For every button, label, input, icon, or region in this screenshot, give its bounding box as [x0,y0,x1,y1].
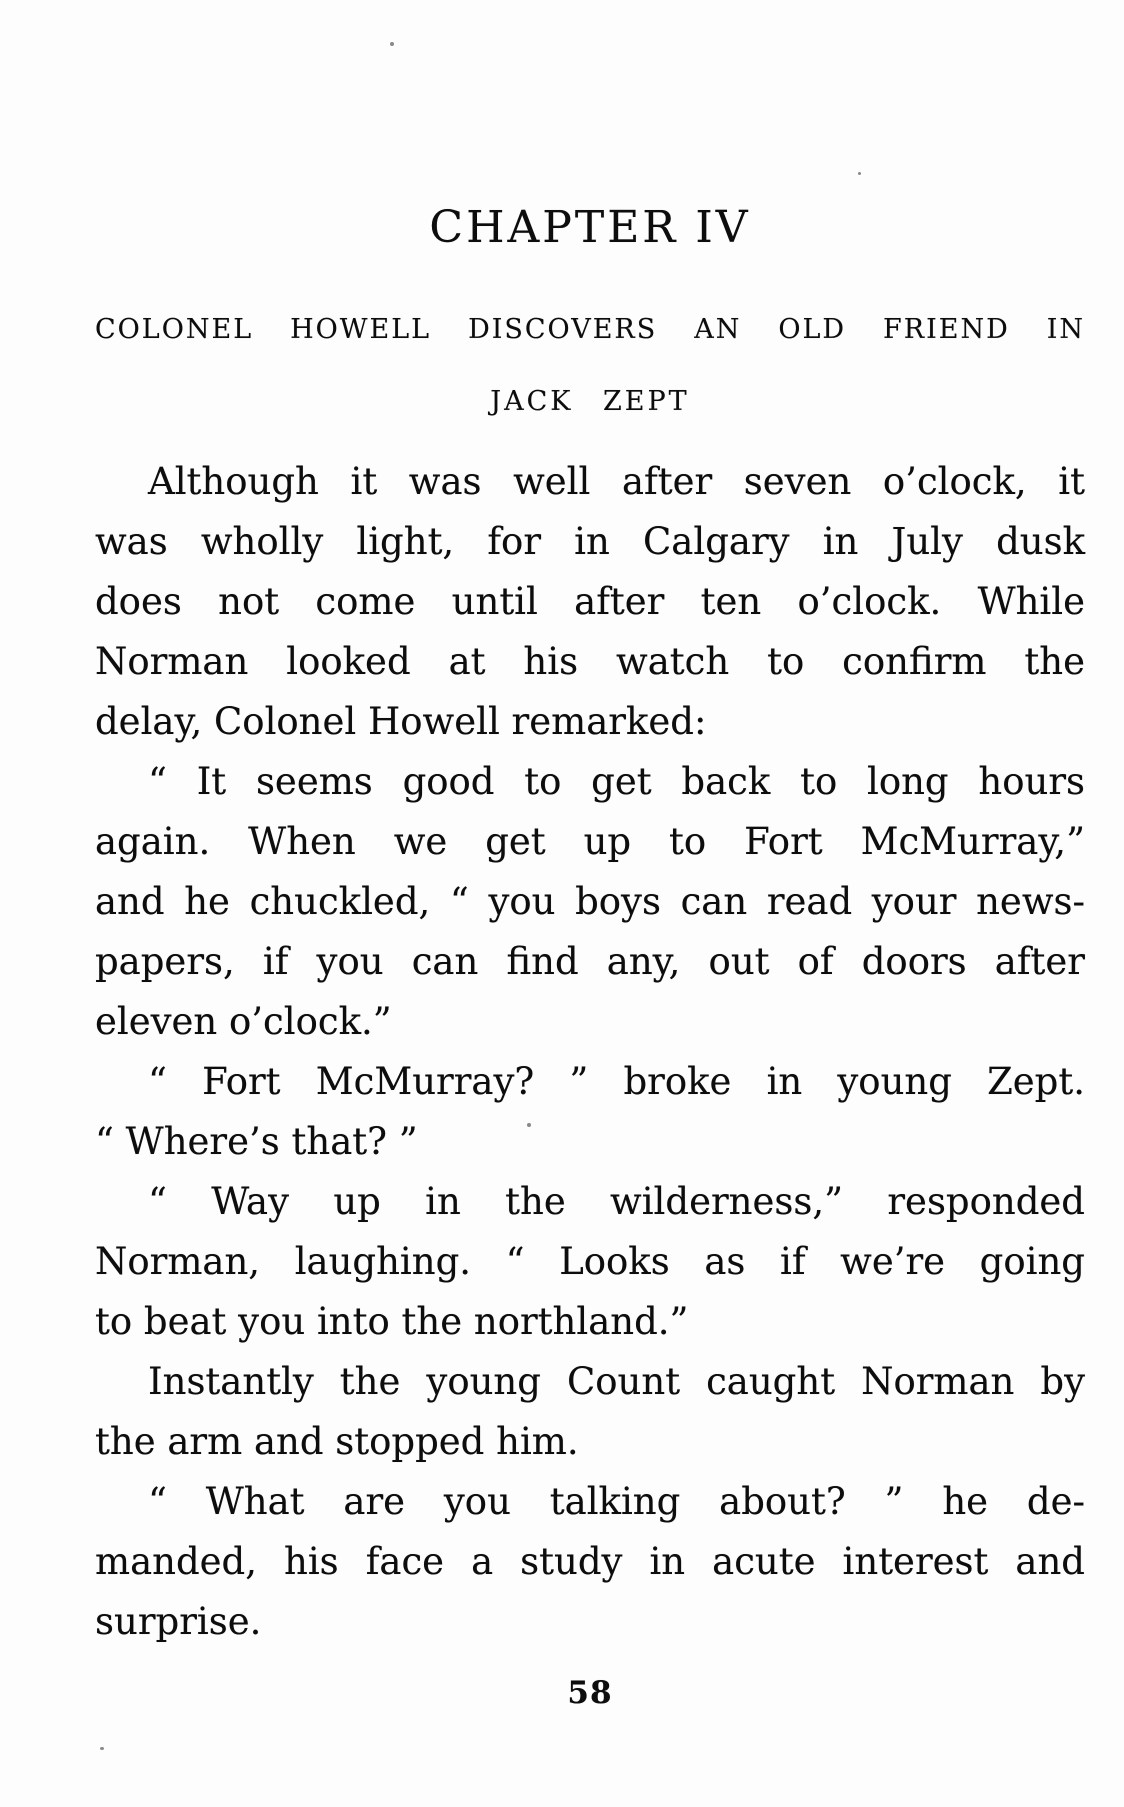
text-line: again. When we get up to Fort McMurray,” [95,820,1085,863]
text-line: “ It seems good to get back to long hours [148,760,1085,803]
text-line: “ What are you talking about? ” he de- [148,1480,1085,1523]
text-line: and he chuckled, “ you boys can read your news- [95,880,1085,923]
text-line: to beat you into the northland.” [95,1300,689,1343]
text-line: Although it was well after seven o’clock, it [148,460,1085,503]
text-line: Norman looked at his watch to confirm the [95,640,1085,683]
text-line: “ Fort McMurray? ” broke in young Zept. [148,1060,1085,1103]
scan-speck [390,42,394,46]
text-line: the arm and stopped him. [95,1420,579,1463]
text-line: manded, his face a study in acute interest and [95,1540,1085,1583]
scan-speck [100,1747,104,1750]
chapter-subtitle-line-2: JACK ZEPT [490,386,690,417]
body-text [95,452,1085,1652]
text-line: eleven o’clock.” [95,1000,392,1043]
chapter-heading: CHAPTER IV [429,202,751,253]
chapter-subtitle-line-1: COLONEL HOWELL DISCOVERS AN OLD FRIEND IN [95,314,1085,345]
text-line: does not come until after ten o’clock. While [95,580,1085,623]
scan-speck [527,1123,531,1127]
text-line: Norman, laughing. “ Looks as if we’re going [95,1240,1085,1283]
scan-speck [858,172,861,175]
page-number: 58 [567,1675,613,1711]
text-line: Instantly the young Count caught Norman by [148,1360,1085,1403]
text-line: papers, if you can find any, out of doors after [95,940,1085,983]
text-line: “ Way up in the wilderness,” responded [148,1180,1085,1223]
text-line: was wholly light, for in Calgary in July dusk [95,520,1085,563]
text-line: “ Where’s that? ” [95,1120,418,1163]
text-line: surprise. [95,1600,262,1643]
text-line: delay, Colonel Howell remarked: [95,700,707,743]
